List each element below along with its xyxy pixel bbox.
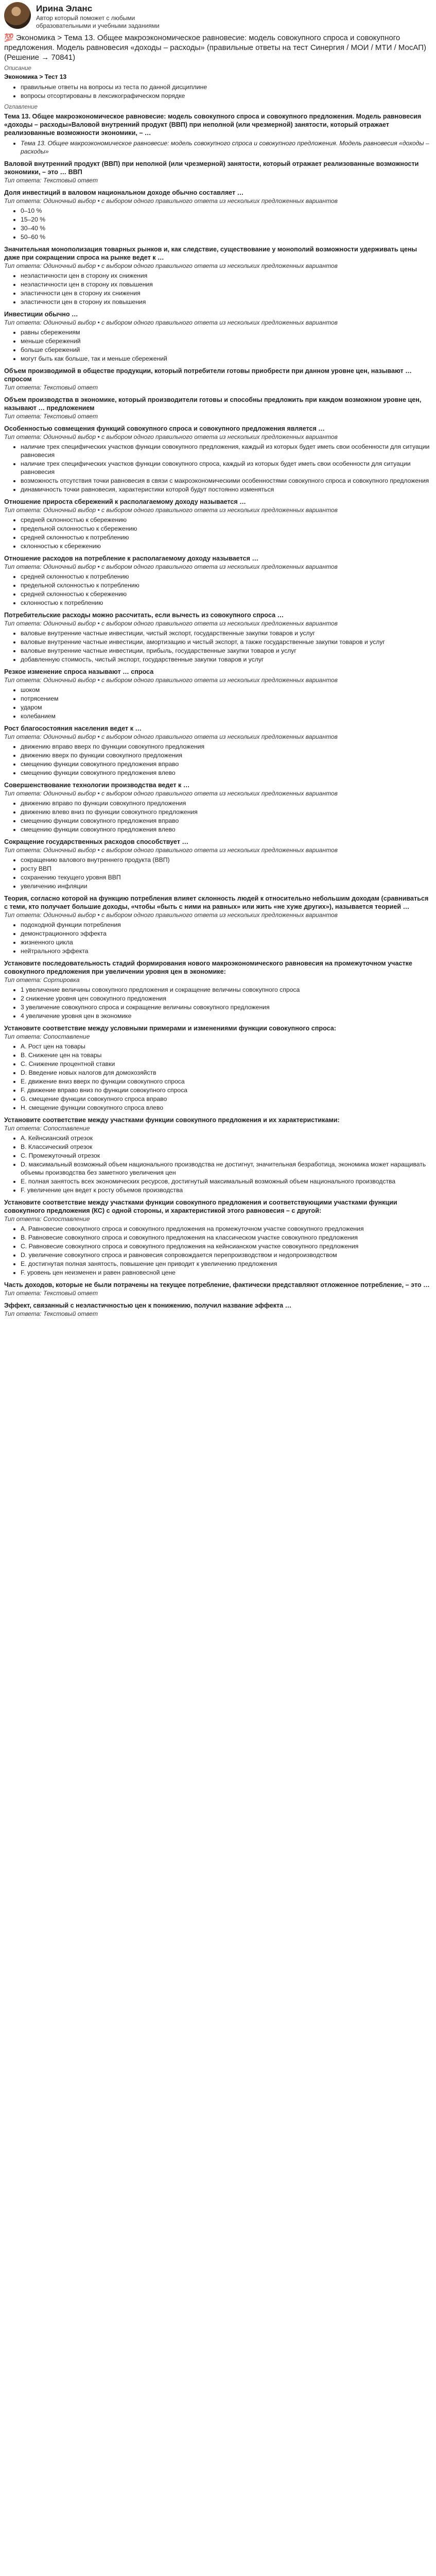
option-item: • F. движение вправо вниз по функции совокупного спроса (21, 1086, 432, 1094)
question-title: Эффект, связанный с неэластичностью цен к понижению, получил название эффекта … (4, 1302, 292, 1309)
options-list (21, 1042, 432, 1112)
option-item: • наличие трех специфических участков функции совокупного спроса, каждый из которых будет иметь свои особенности для ситуации равновесия (21, 460, 432, 476)
options-list (21, 272, 432, 306)
question-block (4, 668, 432, 720)
options-list (21, 1134, 432, 1194)
option-item: • предельной склонностью к сбережению (21, 524, 432, 533)
option-item: • E. достигнутая полная занятость, повышение цен приводит к увеличению предложения (21, 1260, 432, 1268)
option-item: • 1 увеличение величины совокупного предложения и сокращение величины совокупного спроса (21, 986, 432, 994)
question-title: Особенностью совмещения функций совокупного спроса и совокупного предложения является … (4, 425, 325, 432)
list-item: • вопросы отсортированы в лексикографическом порядке (21, 92, 432, 100)
options-list (21, 799, 432, 834)
options-list (21, 856, 432, 890)
question-block (4, 781, 432, 834)
description-list (21, 83, 432, 100)
options-list (21, 1225, 432, 1277)
option-item: • B. Классический отрезок (21, 1143, 432, 1151)
answer-type: Тип ответа: Одиночный выбор • с выбором одного правильного ответа из нескольких предложенных вариантов (4, 433, 338, 440)
question-block (4, 554, 432, 607)
question-block (4, 160, 432, 184)
option-item: • B. Равновесие совокупного спроса и совокупного предложения на классическом участке совокупного предложения (21, 1233, 432, 1242)
option-item: • A. Равновесие совокупного спроса и совокупного предложения на промежуточном участке совокупного предложения (21, 1225, 432, 1233)
question-title: Доля инвестиций в валовом национальном доходе обычно составляет … (4, 189, 244, 196)
options-list (21, 742, 432, 777)
option-item: • E. полная занятость всех экономических ресурсов, достигнутый максимальный возможный объем национального производства (21, 1177, 432, 1185)
option-item: • средней склонностью к потреблению (21, 533, 432, 541)
question-title: Сокращение государственных расходов способствует … (4, 838, 189, 845)
option-item: • динамичность точки равновесия, характеристики которой будут постоянно изменяться (21, 485, 432, 494)
question-title: Установите соответствие между участками функции совокупного предложения и соответствующими участками функции совокупного предложения (КС) с одной стороны, и характеристикой этого равновесия – с другой: (4, 1199, 397, 1214)
option-item: • 30–40 % (21, 224, 432, 232)
author-info (36, 2, 160, 30)
question-block (4, 189, 432, 241)
answer-type: Тип ответа: Текстовый ответ (4, 177, 98, 184)
options-list (21, 328, 432, 363)
question-title: Установите последовательность стадий формирования нового макроэкономического равновесия на промежуточном участке совокупного предложения при увеличении уровня цен в экономике: (4, 960, 412, 975)
option-item: • 3 увеличение совокупного спроса и сокращение величины совокупного предложения (21, 1003, 432, 1011)
list-item: • правильные ответы на вопросы из теста по данной дисциплине (21, 83, 432, 91)
questions-list (4, 160, 432, 1318)
question-block (4, 425, 432, 494)
option-item: • ударом (21, 703, 432, 711)
avatar[interactable] (4, 2, 31, 29)
option-item: • B. Снижение цен на товары (21, 1051, 432, 1059)
option-item: • сохранению текущего уровня ВВП (21, 873, 432, 882)
option-item: • движению влево вниз по функции совокупного предложения (21, 808, 432, 816)
question-title: Рост благосостояния населения ведет к … (4, 725, 142, 732)
page-title: 💯 Экономика > Тема 13. Общее макроэкономическое равновесие: модель совокупного спроса и совокупного предложения. Модель равновесия «доходы – расходы» (правильные ответы на тест Синергия / МОИ / МТИ / МосАП) (Решение → 70841) (4, 33, 426, 62)
answer-type: Тип ответа: Одиночный выбор • с выбором одного правильного ответа из нескольких предложенных вариантов (4, 620, 338, 627)
answer-type: Тип ответа: Сопоставление (4, 1033, 90, 1040)
options-list (21, 572, 432, 607)
question-title: Резкое изменение спроса называют … спроса (4, 668, 154, 675)
options-list (21, 443, 432, 494)
question-block (4, 724, 432, 777)
options-list (21, 986, 432, 1020)
option-item: • подоходной функции потребления (21, 921, 432, 929)
option-item: • средней склонностью к потреблению (21, 572, 432, 581)
options-list (21, 686, 432, 720)
answer-type: Тип ответа: Сопоставление (4, 1125, 90, 1132)
options-list (21, 629, 432, 664)
question-block (4, 396, 432, 420)
option-item: • неэластичности цен в сторону их повышения (21, 280, 432, 289)
author-description: Автор который поможет с любыми образовательными и учебными заданиями (36, 14, 160, 29)
option-item: • 50–60 % (21, 233, 432, 241)
option-item: • D. увеличение совокупного спроса и равновесия сопровождается перепроизводством и недопроизводством (21, 1251, 432, 1259)
option-item: • демонстрационного эффекта (21, 929, 432, 938)
question-block (4, 1198, 432, 1277)
question-block (4, 1281, 432, 1297)
option-item: • средней склонностью к сбережению (21, 516, 432, 524)
answer-type: Тип ответа: Текстовый ответ (4, 413, 98, 420)
option-item: • предельной склонностью к потреблению (21, 581, 432, 589)
answer-type: Тип ответа: Одиночный выбор • с выбором одного правильного ответа из нескольких предложенных вариантов (4, 262, 338, 269)
option-item: • неэластичности цен в сторону их снижения (21, 272, 432, 280)
option-item: • H. смещение функции совокупного спроса влево (21, 1104, 432, 1112)
option-item: • смещению функции совокупного предложения вправо (21, 760, 432, 768)
option-item: • C. Равновесие совокупного спроса и совокупного предложения на кейнсианском участке совокупного предложения (21, 1242, 432, 1250)
answer-type: Тип ответа: Сортировка (4, 976, 80, 984)
option-item: • валовые внутренние частные инвестиции, чистый экспорт, государственные закупки товаров и услуг (21, 629, 432, 637)
option-item: • 2 снижение уровня цен совокупного предложения (21, 994, 432, 1003)
options-list (21, 516, 432, 550)
option-item: • C. Промежуточный отрезок (21, 1151, 432, 1160)
question-block (4, 611, 432, 664)
author-block (4, 2, 432, 30)
answer-type: Тип ответа: Текстовый ответ (4, 384, 98, 391)
question-title: Объем производимой в обществе продукции, который потребители готовы приобрести при данном уровне цен, называют … спросом (4, 367, 412, 383)
option-item: • A. Рост цен на товары (21, 1042, 432, 1050)
option-item: • валовые внутренние частные инвестиции, прибыль, государственные закупки товаров и услуг (21, 647, 432, 655)
question-block (4, 838, 432, 890)
question-block (4, 1301, 432, 1318)
answer-type: Тип ответа: Одиночный выбор • с выбором одного правильного ответа из нескольких предложенных вариантов (4, 506, 338, 514)
option-item: • могут быть как больше, так и меньше сбережений (21, 354, 432, 363)
question-title: Отношение расходов на потребление к располагаемому доходу называется … (4, 555, 259, 562)
answer-type: Тип ответа: Одиночный выбор • с выбором одного правильного ответа из нескольких предложенных вариантов (4, 790, 338, 797)
option-item: • F. увеличение цен ведет к росту объемов производства (21, 1186, 432, 1194)
option-item: • возможность отсутствия точки равновесия в связи с макроэкономическими особенностями совокупного спроса и совокупного предложения (21, 477, 432, 485)
options-list (21, 921, 432, 955)
option-item: • 4 увеличение уровня цен в экономике (21, 1012, 432, 1020)
question-block (4, 1024, 432, 1112)
question-block (4, 498, 432, 550)
option-item: • потрясением (21, 694, 432, 703)
toc-label: Оглавление (4, 104, 38, 110)
option-item: • G. смещение функции совокупного спроса вправо (21, 1095, 432, 1103)
option-item: • 0–10 % (21, 207, 432, 215)
option-item: • эластичности цен в сторону их снижения (21, 289, 432, 297)
toc-title: Тема 13. Общее макроэкономическое равновесие: модель совокупного спроса и совокупного предложения. Модель равновесия «доходы – расходы»Валовой внутренний продукт (ВВП) при неполной (или чрезмерной) занятости, который отражает реализованные возможности экономики, – … (4, 113, 422, 137)
option-item: • жизненного цикла (21, 938, 432, 946)
question-title: Установите соответствие между условными примерами и изменениями функции совокупного спроса: (4, 1025, 336, 1032)
option-item: • росту ВВП (21, 865, 432, 873)
option-item: • добавленную стоимость, чистый экспорт, государственные закупки товаров и услуг (21, 655, 432, 664)
option-item: • меньше сбережений (21, 337, 432, 345)
toc-item[interactable]: • Тема 13. Общее макроэкономическое равновесие: модель совокупного спроса и совокупного предложения. Модель равновесия «доходы – расходы» (21, 139, 432, 156)
question-title: Валовой внутренний продукт (ВВП) при неполной (или чрезмерной) занятости, который отражает реализованные возможности экономики, – это … ВВП (4, 160, 419, 176)
author-name[interactable]: Ирина Эланс (36, 4, 93, 13)
option-item: • D. максимальный возможный объем национального производства не достигнут, значительная безработица, экономика может наращивать объемы производства без заметного увеличения цен (21, 1160, 432, 1177)
answer-type: Тип ответа: Текстовый ответ (4, 1290, 98, 1297)
answer-type: Тип ответа: Одиночный выбор • с выбором одного правильного ответа из нескольких предложенных вариантов (4, 319, 338, 326)
question-title: Часть доходов, которые не были потрачены на текущее потребление, фактически представляют отложенное потребление, – это … (4, 1281, 430, 1289)
toc-list (21, 139, 432, 156)
question-title: Значительная монополизация товарных рынков и, как следствие, существование у монополий возможности удерживать цены даже при сокращении спроса на рынке ведет к … (4, 246, 417, 261)
option-item: • эластичности цен в сторону их повышения (21, 298, 432, 306)
option-item: • сокращению валового внутреннего продукта (ВВП) (21, 856, 432, 864)
question-title: Объем производства в экономике, который производители готовы и способны предложить при каждом возможном уровне цен, называют … предложением (4, 396, 422, 412)
option-item: • A. Кейнсианский отрезок (21, 1134, 432, 1142)
question-block (4, 959, 432, 1020)
option-item: • движению вправо вверх по функции совокупного предложения (21, 742, 432, 751)
option-item: • 15–20 % (21, 215, 432, 224)
option-item: • нейтрального эффекта (21, 947, 432, 955)
option-item: • склонностью к потреблению (21, 599, 432, 607)
breadcrumb[interactable]: Экономика > Тест 13 (4, 73, 67, 80)
answer-type: Тип ответа: Одиночный выбор • с выбором одного правильного ответа из нескольких предложенных вариантов (4, 676, 338, 684)
option-item: • F. уровень цен неизменен и равен равновесной цене (21, 1268, 432, 1277)
answer-type: Тип ответа: Одиночный выбор • с выбором одного правильного ответа из нескольких предложенных вариантов (4, 563, 338, 570)
question-title: Совершенствование технологии производства ведет к … (4, 782, 190, 789)
answer-type: Тип ответа: Одиночный выбор • с выбором одного правильного ответа из нескольких предложенных вариантов (4, 733, 338, 740)
option-item: • C. Снижение процентной ставки (21, 1060, 432, 1068)
option-item: • наличие трех специфических участков функции совокупного предложения, каждый из которых будет иметь свои особенности для ситуации равновесия (21, 443, 432, 459)
option-item: • движению вправо по функции совокупного предложения (21, 799, 432, 807)
option-item: • больше сбережений (21, 346, 432, 354)
question-block (4, 367, 432, 392)
question-block (4, 1116, 432, 1194)
option-item: • шоком (21, 686, 432, 694)
answer-type: Тип ответа: Текстовый ответ (4, 1310, 98, 1317)
answer-type: Тип ответа: Одиночный выбор • с выбором одного правильного ответа из нескольких предложенных вариантов (4, 911, 338, 919)
option-item: • смещению функции совокупного предложения влево (21, 825, 432, 834)
question-title: Инвестиции обычно … (4, 311, 78, 318)
option-item: • D. Введение новых налогов для домохозяйств (21, 1069, 432, 1077)
description-label: Описание (4, 65, 31, 72)
option-item: • смещению функции совокупного предложения влево (21, 769, 432, 777)
option-item: • склонностью к сбережению (21, 542, 432, 550)
option-item: • движению вверх по функции совокупного предложения (21, 751, 432, 759)
question-block (4, 310, 432, 363)
answer-type: Тип ответа: Сопоставление (4, 1215, 90, 1223)
options-list (21, 207, 432, 241)
question-title: Отношение прироста сбережений к располагаемому доходу называется … (4, 498, 246, 505)
question-title: Теория, согласно которой на функцию потребления влияет склонность людей к относительно небольшим доходам (сравниваться с теми, кто получает большие доходы, «чтобы «быть с ними на равных» или жить «не хуже других»), называется теорией … (4, 895, 429, 910)
question-title: Установите соответствие между участками функции совокупного предложения и их характеристиками: (4, 1116, 340, 1124)
answer-type: Тип ответа: Одиночный выбор • с выбором одного правильного ответа из нескольких предложенных вариантов (4, 846, 338, 854)
option-item: • смещению функции совокупного предложения вправо (21, 817, 432, 825)
option-item: • средней склонностью к сбережению (21, 590, 432, 598)
answer-type: Тип ответа: Одиночный выбор • с выбором одного правильного ответа из нескольких предложенных вариантов (4, 197, 338, 205)
option-item: • E. движение вниз вверх по функции совокупного спроса (21, 1077, 432, 1086)
question-title: Потребительские расходы можно рассчитать, если вычесть из совокупного спроса … (4, 612, 284, 619)
option-item: • увеличению инфляции (21, 882, 432, 890)
option-item: • равны сбережениям (21, 328, 432, 336)
question-block (4, 245, 432, 306)
option-item: • колебанием (21, 712, 432, 720)
question-block (4, 894, 432, 955)
option-item: • валовые внутренние частные инвестиции, амортизацию и чистый экспорт, а также государственные закупки товаров и услуг (21, 638, 432, 646)
